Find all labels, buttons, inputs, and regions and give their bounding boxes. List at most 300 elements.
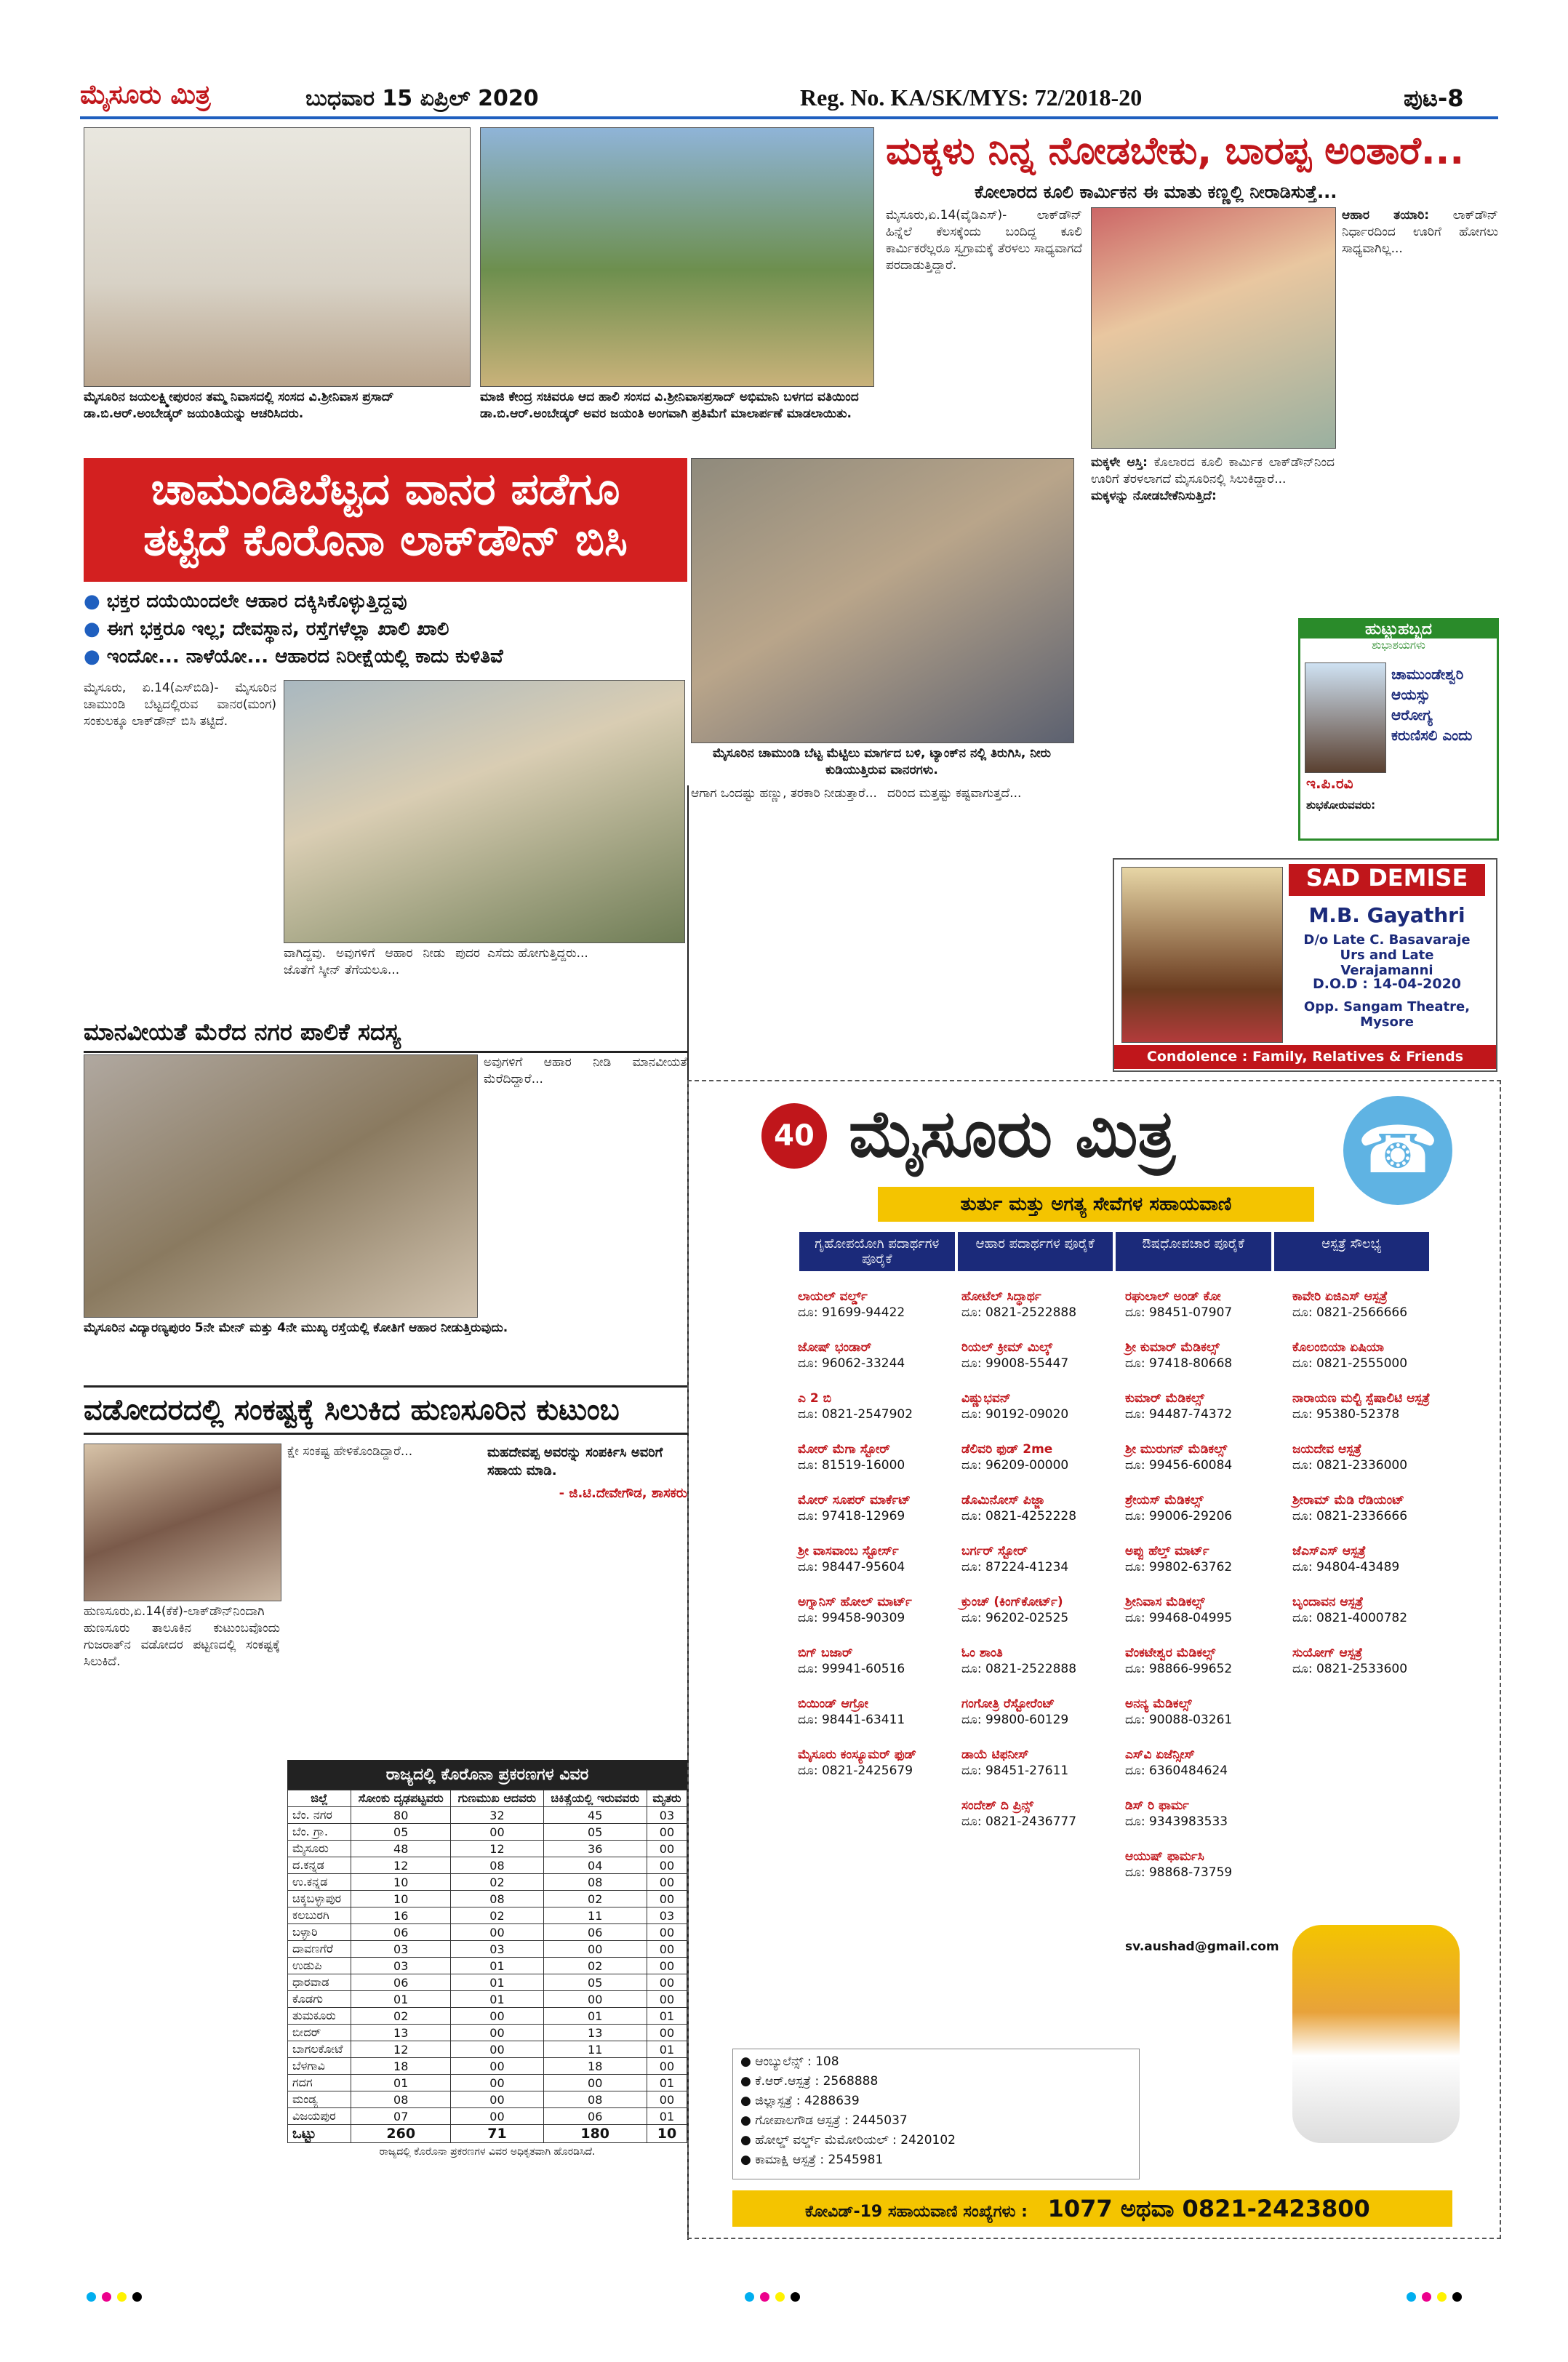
directory-entry-name: ಎ 2 ಬಿ <box>798 1391 832 1406</box>
directory-entry-name: ಸಂದೇಶ್ ದಿ ಪ್ರಿನ್ಸ್ <box>961 1798 1033 1813</box>
directory-entry-phone: ದೂ: 99008-55447 <box>961 1356 1069 1371</box>
directory-entry-name: ಓಂ ಶಾಂತಿ <box>961 1646 1003 1660</box>
directory-column-1 <box>798 1289 954 1798</box>
emergency-item: ● ಆಂಬ್ಯುಲೆನ್ಸ್ : 108 <box>740 2054 839 2069</box>
stats-cell: 01 <box>451 1958 543 1974</box>
phone-icon: ☎ <box>1343 1096 1452 1205</box>
cartoon-mascot <box>1292 1925 1460 2143</box>
directory-entry-name: ಕಾವೇರಿ ಏಜಿಎಸ್ ಆಸ್ಪತ್ರೆ <box>1292 1289 1388 1304</box>
directory-entry-phone: ದೂ: 0821-2522888 <box>961 1662 1077 1676</box>
directory-entry <box>1125 1289 1281 1321</box>
directory-entry-phone: ದೂ: 90192-09020 <box>961 1407 1069 1422</box>
story3-headline: ಮಾನವೀಯತೆ ಮೆರೆದ ನಗರ ಪಾಲಿಕೆ ಸದಸ್ಯ <box>84 1018 687 1053</box>
stats-cell: 05 <box>351 1824 451 1841</box>
stats-row <box>288 1857 687 1874</box>
story2-bullets <box>84 588 687 670</box>
stats-cell: 01 <box>647 2041 687 2058</box>
stats-cell: 00 <box>647 1857 687 1874</box>
directory-entry <box>961 1747 1118 1779</box>
directory-entry-name: ಬರ್ಗರ್ ಸ್ಟೋರ್ <box>961 1544 1028 1558</box>
story3-caption: ಮೈಸೂರಿನ ವಿದ್ಯಾರಣ್ಯಪುರಂ 5ನೇ ಮೇನ್ ಮತ್ತು 4ನೇ ಮುಖ್ಯ ರಸ್ತೆಯಲ್ಲಿ ಕೋತಿಗೆ ಆಹಾರ ನೀಡುತ್ತಿರುವುದು. <box>84 1321 508 1335</box>
directory-entry-phone: ದೂ: 98447-95604 <box>798 1560 905 1574</box>
stats-cell: 12 <box>351 2041 451 2058</box>
directory-entry-name: ಅನನ್ಯ ಮೆಡಿಕಲ್ಸ್ <box>1125 1697 1192 1711</box>
stats-cell: 00 <box>451 1824 543 1841</box>
stats-cell: ಉಡುಪಿ <box>288 1958 351 1974</box>
directory-entry-name: ಜೆಎಸ್‌ಎಸ್ ಆಸ್ಪತ್ರೆ <box>1292 1544 1366 1558</box>
directory-entry <box>1125 1849 1281 1881</box>
directory-entry-phone: ದೂ: 97418-80668 <box>1125 1356 1233 1371</box>
stats-cell: 00 <box>451 2008 543 2025</box>
masthead <box>0 0 1568 116</box>
registration-number: Reg. No. KA/SK/MYS: 72/2018-20 <box>800 84 1143 111</box>
stats-cell: 260 <box>351 2125 451 2143</box>
stats-row <box>288 1891 687 1907</box>
issue-date: ಬುಧವಾರ 15 ಏಪ್ರಿಲ್ 2020 <box>305 86 539 111</box>
directory-entry <box>798 1747 954 1779</box>
stats-cell: 07 <box>351 2108 451 2125</box>
story4-col2: ಕ್ಷೇ ಸಂಕಷ್ಟ ಹೇಳಿಕೊಂಡಿದ್ದಾರೆ... <box>287 1444 413 1459</box>
directory-entry-name: ಮೋರ್ ಸೂಪರ್ ಮಾರ್ಕೆಟ್ <box>798 1493 911 1508</box>
stats-row <box>288 1807 687 1824</box>
stats-cell: 18 <box>543 2058 647 2075</box>
directory-entry-phone: ದೂ: 98441-63411 <box>798 1713 905 1727</box>
directory-entry <box>1125 1543 1281 1575</box>
directory-entry-phone: ದೂ: 99468-04995 <box>1125 1611 1233 1625</box>
stats-cell: ಕಲಬುರಗಿ <box>288 1907 351 1924</box>
directory-entry-name: ಮೋರ್ ಮೆಗಾ ಸ್ಟೋರ್ <box>798 1442 890 1457</box>
story2-headline <box>84 458 687 582</box>
story2-bullet: ● ಭಕ್ತರ ದಯೆಯಿಂದಲೇ ಆಹಾರ ದಕ್ಕಿಸಿಕೊಳ್ಳುತ್ತಿದ್ದವು <box>84 590 407 612</box>
stats-cell: 03 <box>647 1807 687 1824</box>
stats-cell: 01 <box>647 2075 687 2091</box>
directory-entry-name: ಶ್ರೀ ಕುಮಾರ್ ಮೆಡಿಕಲ್ಸ್ <box>1125 1340 1220 1355</box>
directory-entry <box>1125 1747 1281 1779</box>
directory-entry <box>1292 1390 1449 1422</box>
stats-cell: ದಾವಣಗೆರೆ <box>288 1941 351 1958</box>
directory-entry-phone: ದೂ: 96209-00000 <box>961 1458 1069 1473</box>
story1-subhead2: ಮಕ್ಕಳೇ ಆಸ್ತಿ: <box>1091 455 1148 470</box>
print-registration-dots <box>84 2291 145 2305</box>
stats-cell: 05 <box>543 1974 647 1991</box>
helpline-numbers: 1077 ಅಥವಾ 0821-2423800 <box>1047 2195 1370 2222</box>
photo-monkey-fruits <box>84 1054 478 1318</box>
story2-caption: ಮೈಸೂರಿನ ಚಾಮುಂಡಿ ಬೆಟ್ಟ ಮೆಟ್ಟಿಲು ಮಾರ್ಗದ ಬಳಿ, ಟ್ಯಾಂಕ್‌ನ ನಲ್ಲಿ ತಿರುಗಿಸಿ, ನೀರು ಕುಡಿಯುತ್ತಿರುವ ವಾನರಗಳು. <box>712 746 1052 777</box>
directory-entry-phone: ದೂ: 99802-63762 <box>1125 1560 1233 1574</box>
photo-monkeys-temple <box>284 680 685 943</box>
stats-cell: 03 <box>351 1958 451 1974</box>
directory-entry-phone: ದೂ: 99006-29206 <box>1125 1509 1233 1524</box>
story3-body: ಅವುಗಳಿಗೆ ಆಹಾರ ನೀಡಿ ಮಾನವೀಯತೆ ಮೆರೆದಿದ್ದಾರೆ... <box>484 1055 687 1086</box>
directory-entry-phone: ದೂ: 0821-2533600 <box>1292 1662 1408 1676</box>
stats-row <box>288 2058 687 2075</box>
stats-row <box>288 2008 687 2025</box>
directory-entry-name: ರಿಯಲ್ ಕ್ರೀಮ್ ಮಿಲ್ಕ್ <box>961 1340 1053 1355</box>
directory-entry <box>798 1390 954 1422</box>
directory-entry-name: ಶ್ರೀನಿವಾಸ ಮೆಡಿಕಲ್ಸ್ <box>1125 1595 1205 1609</box>
col-head: ಔಷಧೋಪಚಾರ ಪೂರೈಕೆ <box>1114 1230 1273 1273</box>
stats-row <box>288 1941 687 1958</box>
stats-cell: 45 <box>543 1807 647 1824</box>
stats-row <box>288 2075 687 2091</box>
directory-entry <box>798 1441 954 1473</box>
stats-cell: 00 <box>647 1891 687 1907</box>
directory-entry <box>1292 1594 1449 1626</box>
stats-cell: 10 <box>351 1874 451 1891</box>
stats-cell: ಧಾರವಾಡ <box>288 1974 351 1991</box>
story1-headline: ಮಕ್ಕಳು ನಿನ್ನ ನೋಡಬೇಕು, ಬಾರಪ್ಪ ಅಂತಾರೆ... <box>886 129 1465 173</box>
directory-entry-phone: ದೂ: 99800-60129 <box>961 1713 1069 1727</box>
sad-demise-title: SAD DEMISE <box>1289 864 1485 896</box>
birthday-sub: ಶುಭಾಶಯಗಳು <box>1372 638 1425 652</box>
story1-col2: ಮಕ್ಕಳೇ ಆಸ್ತಿ: ಕೊಲಾರದ ಕೂಲಿ ಕಾರ್ಮಿಕ ಲಾಕ್‌ಡೌನ್‌ನಿಂದ ಊರಿಗೆ ತೆರಳಲಾಗದೆ ಮೈಸೂರಿನಲ್ಲಿ ಸಿಲುಕಿದ್ದಾರೆ... ಮಕ್ಕಳನ್ನು ನೋಡಬೇಕೆನಿಸುತ್ತಿದೆ: <box>1091 455 1335 503</box>
stats-header-cell: ಚಿಕಿತ್ಸೆಯಲ್ಲಿ ಇರುವವರು <box>543 1790 647 1807</box>
directory-entry <box>961 1390 1118 1422</box>
directory-entry-name: ಡಿಸ್ ರಿ ಫಾರ್ಮ <box>1125 1798 1189 1813</box>
birthday-lines <box>1391 664 1493 745</box>
directory-entry-name: ಶ್ರೀ ವಾಸವಾಂಬ ಸ್ಟೋರ್ಸ್ <box>798 1544 899 1558</box>
stats-cell: 180 <box>543 2125 647 2143</box>
directory-entry <box>798 1645 954 1677</box>
directory-entry <box>961 1696 1118 1728</box>
stats-cell: 12 <box>451 1841 543 1857</box>
directory-column-2 <box>961 1289 1118 1849</box>
directory-entry-name: ಶ್ರೀರಾಮ್ ಮೆಡಿ ರೆಡಿಯಂಟ್ <box>1292 1493 1404 1508</box>
directory-column-4 <box>1292 1289 1449 1696</box>
directory-entry-name: ಹೋಟೆಲ್ ಸಿದ್ಧಾರ್ಥ <box>961 1289 1041 1304</box>
directory-entry-name: ಡೊಮಿನೋಸ್ ಪಿಜ್ಜಾ <box>961 1493 1045 1508</box>
directory-entry-name: ನಾರಾಯಣ ಮಲ್ಟಿ ಸ್ಪೆಷಾಲಿಟಿ ಆಸ್ಪತ್ರೆ <box>1292 1391 1431 1406</box>
stats-row <box>288 1958 687 1974</box>
directory-entry <box>1292 1289 1449 1321</box>
caption-left: ಮೈಸೂರಿನ ಜಯಲಕ್ಷ್ಮೀಪುರಂನ ತಮ್ಮ ನಿವಾಸದಲ್ಲಿ ಸಂಸದ ವಿ.ಶ್ರೀನಿವಾಸ ಪ್ರಸಾದ್ ಡಾ.ಬಿ.ಆರ್.ಅಂಬೇಡ್ಕರ್ ಜಯಂತಿಯನ್ನು ಆಚರಿಸಿದರು. <box>84 390 394 421</box>
stats-row <box>288 1924 687 1941</box>
directory-entry <box>1292 1645 1449 1677</box>
birthday-line: ಚಾಮುಂಡೇಶ್ವರಿ <box>1391 665 1464 683</box>
directory-entry <box>798 1492 954 1524</box>
directory-banner: ತುರ್ತು ಮತ್ತು ಅಗತ್ಯ ಸೇವೆಗಳ ಸಹಾಯವಾಣಿ <box>878 1187 1314 1222</box>
directory-entry-name: ಶ್ರೀ ಮುರುಗನ್ ಮೆಡಿಕಲ್ಸ್ <box>1125 1442 1228 1457</box>
stats-row <box>288 1841 687 1857</box>
stats-cell: 00 <box>647 1941 687 1958</box>
stats-cell: 00 <box>647 2058 687 2075</box>
stats-cell: ಕೊಡಗು <box>288 1991 351 2008</box>
emergency-item: ● ಹೋಲ್ಡ್ ವರ್ಲ್ಡ್ ಮೆಮೋರಿಯಲ್ : 2420102 <box>740 2133 956 2147</box>
stats-header-cell: ಸೋಂಕು ದೃಢಪಟ್ಟವರು <box>351 1790 451 1807</box>
story2-headline-line2: ತಟ್ಟಿದೆ ಕೊರೊನಾ ಲಾಕ್‌ಡೌನ್ ಬಿಸಿ <box>143 515 628 566</box>
stats-cell: 00 <box>647 1991 687 2008</box>
stats-row <box>288 1824 687 1841</box>
stats-cell: ಉ.ಕನ್ನಡ <box>288 1874 351 1891</box>
directory-entry-name: ಜಯದೇವ ಆಸ್ಪತ್ರೆ <box>1292 1442 1361 1457</box>
story4-headline: ವಡೋದರದಲ್ಲಿ ಸಂಕಷ್ಟಕ್ಕೆ ಸಿಲುಕಿದ ಹುಣಸೂರಿನ ಕುಟುಂಬ <box>84 1385 687 1435</box>
directory-entry-phone: ದೂ: 0821-2336000 <box>1292 1458 1408 1473</box>
story2-col5: ದರಿಂದ ಮತ್ತಷ್ಟು ಕಷ್ಟವಾಗುತ್ತದೆ... <box>887 786 1022 801</box>
birthday-line: ಆಯಸ್ಸು <box>1391 686 1431 703</box>
directory-entry-name: ರಘುಲಾಲ್ ಅಂಡ್ ಕೋ <box>1125 1289 1221 1304</box>
story2-bullet: ● ಇಂದೋ... ನಾಳೆಯೋ... ಆಹಾರದ ನಿರೀಕ್ಷೆಯಲ್ಲಿ ಕಾದು ಕುಳಿತಿವೆ <box>84 646 503 668</box>
stats-cell: 01 <box>451 1974 543 1991</box>
stats-cell: 00 <box>451 2108 543 2125</box>
story2-bullet: ● ಈಗ ಭಕ್ತರೂ ಇಲ್ಲ; ದೇವಸ್ಥಾನ, ರಸ್ತೆಗಳೆಲ್ಲಾ ಖಾಲಿ ಖಾಲಿ <box>84 618 449 640</box>
stats-cell: 18 <box>351 2058 451 2075</box>
stats-cell: 36 <box>543 1841 647 1857</box>
directory-entry-phone: ದೂ: 95380-52378 <box>1292 1407 1400 1422</box>
directory-entry <box>1292 1441 1449 1473</box>
directory-entry <box>1125 1390 1281 1422</box>
directory-entry <box>1125 1798 1281 1830</box>
directory-entry-name: ಕೊಲಂಬಿಯಾ ಏಷಿಯಾ <box>1292 1340 1385 1355</box>
story2-col4: ಆಗಾಗ ಒಂದಷ್ಟು ಹಣ್ಣು, ತರಕಾರಿ ನೀಡುತ್ತಾರೆ... <box>691 786 877 801</box>
sad-demise-addr: Opp. Sangam Theatre, Mysore <box>1303 999 1471 1030</box>
directory-entry <box>798 1340 954 1372</box>
directory-entry-name: ಡೆಲಿವರಿ ಫುಡ್ 2me <box>961 1442 1053 1457</box>
stats-cell: 00 <box>647 1874 687 1891</box>
directory-column-3 <box>1125 1289 1281 1899</box>
directory-entry <box>961 1492 1118 1524</box>
stats-row <box>288 2091 687 2108</box>
directory-entry <box>798 1594 954 1626</box>
directory-entry-phone: ದೂ: 0821-2436777 <box>961 1814 1077 1829</box>
stats-cell: 03 <box>647 1907 687 1924</box>
stats-cell: 02 <box>543 1958 647 1974</box>
directory-entry <box>798 1696 954 1728</box>
stats-cell: 06 <box>543 1924 647 1941</box>
covid-stats-title: ರಾಜ್ಯದಲ್ಲಿ ಕೊರೊನಾ ಪ್ರಕರಣಗಳ ವಿವರ <box>287 1760 687 1790</box>
directory-badge: 40 <box>761 1103 827 1169</box>
stats-cell: ಮೈಸೂರು <box>288 1841 351 1857</box>
stats-cell: 11 <box>543 2041 647 2058</box>
directory-entry-phone: ದೂ: 0821-4252228 <box>961 1509 1077 1524</box>
birthday-top: ಹುಟ್ಟುಹಬ್ಬದ <box>1300 620 1497 638</box>
stats-cell: 00 <box>647 2091 687 2108</box>
photo-family <box>84 1444 281 1601</box>
stats-cell: 01 <box>351 2075 451 2091</box>
stats-cell: 08 <box>451 1891 543 1907</box>
stats-cell: 08 <box>543 2091 647 2108</box>
directory-entry-phone: ದೂ: 0821-4000782 <box>1292 1611 1408 1625</box>
directory-entry-name: ಆಯುಷ್ ಫಾರ್ಮಸಿ <box>1125 1849 1204 1864</box>
col-head: ಗೃಹೋಪಯೋಗಿ ಪದಾರ್ಥಗಳ ಪೂರೈಕೆ <box>798 1230 956 1273</box>
directory-entry-phone: ದೂ: 0821-2566666 <box>1292 1305 1408 1320</box>
stats-cell: 00 <box>451 2025 543 2041</box>
directory-entry-phone: ದೂ: 94487-74372 <box>1125 1407 1233 1422</box>
masthead-rule <box>80 116 1498 119</box>
stats-cell: 00 <box>647 1974 687 1991</box>
birthday-line: ಕರುಣಿಸಲಿ ಎಂದು <box>1391 726 1473 744</box>
stats-header-cell: ಮೃತರು <box>647 1790 687 1807</box>
birthday-ad <box>1298 618 1499 841</box>
emergency-list <box>732 2049 1140 2179</box>
stats-total-row <box>288 2125 687 2143</box>
stats-row <box>288 1991 687 2008</box>
emergency-item: ● ಗೋಪಾಲಗೌಡ ಆಸ್ಪತ್ರೆ : 2445037 <box>740 2113 908 2128</box>
story4-quote-by: - ಜಿ.ಟಿ.ದೇವೇಗೌಡ, ಶಾಸಕರು <box>559 1486 687 1501</box>
directory-email: sv.aushad@gmail.com <box>1125 1939 1279 1954</box>
directory-entry <box>961 1289 1118 1321</box>
stats-cell: ಗದಗ <box>288 2075 351 2091</box>
directory-entry <box>961 1340 1118 1372</box>
stats-cell: 06 <box>543 2108 647 2125</box>
directory-entry-name: ಅಪ್ಪು ಹೆಲ್ತ್ ಮಾರ್ಟ್ <box>1125 1544 1209 1558</box>
stats-row <box>288 2025 687 2041</box>
directory-entry-phone: ದೂ: 94804-43489 <box>1292 1560 1400 1574</box>
directory-entry-name: ಜೋಷ್ ಭಂಡಾರ್ <box>798 1340 872 1355</box>
emergency-item: ● ಕಾಮಾಕ್ಷಿ ಆಸ್ಪತ್ರೆ : 2545981 <box>740 2153 884 2167</box>
directory-entry-phone: ದೂ: 0821-2425679 <box>798 1764 913 1778</box>
directory-entry-phone: ದೂ: 81519-16000 <box>798 1458 905 1473</box>
stats-cell: 01 <box>451 1991 543 2008</box>
directory-entry <box>961 1441 1118 1473</box>
sad-demise-dod: D.O.D : 14-04-2020 <box>1312 976 1462 992</box>
stats-cell: 00 <box>543 2075 647 2091</box>
directory-entry-phone: ದೂ: 97418-12969 <box>798 1509 905 1524</box>
stats-cell: 08 <box>543 1874 647 1891</box>
stats-cell: 00 <box>647 1824 687 1841</box>
directory-entry-phone: ದೂ: 0821-2336666 <box>1292 1509 1408 1524</box>
stats-cell: 32 <box>451 1807 543 1824</box>
stats-cell: ಬೆಳಗಾವಿ <box>288 2058 351 2075</box>
directory-entry-name: ಮೈಸೂರು ಕಂಸ್ಯೂಮರ್ ಫುಡ್ <box>798 1748 916 1762</box>
stats-cell: 00 <box>647 1958 687 1974</box>
directory-entry <box>798 1289 954 1321</box>
directory-entry <box>961 1645 1118 1677</box>
stats-cell: 01 <box>351 1991 451 2008</box>
sad-demise-condolence: Condolence : Family, Relatives & Friends <box>1114 1045 1496 1069</box>
photo-monkey-drinking <box>691 458 1074 743</box>
directory-entry <box>961 1543 1118 1575</box>
directory-entry <box>1125 1696 1281 1728</box>
stats-cell: 03 <box>451 1941 543 1958</box>
stats-header-cell: ಜಿಲ್ಲೆ <box>288 1790 351 1807</box>
stats-cell: 00 <box>451 2075 543 2091</box>
story2-col2: ವಾಗಿದ್ದವು. ಅವುಗಳಿಗೆ ಆಹಾರ ನೀಡು ಪುದರ ಜೊತೆಗೆ ಸ್ಕೀನ್ ತೆಗೆಯಲೂ... <box>284 946 480 977</box>
stats-cell: 48 <box>351 1841 451 1857</box>
stats-cell: ದ.ಕನ್ನಡ <box>288 1857 351 1874</box>
stats-cell: 00 <box>543 1941 647 1958</box>
stats-row <box>288 1974 687 1991</box>
directory-entry-phone: ದೂ: 98451-07907 <box>1125 1305 1233 1320</box>
directory-logo: ಮೈಸೂರು ಮಿತ್ರ <box>849 1096 1175 1172</box>
directory-entry-phone: ದೂ: 98451-27611 <box>961 1764 1069 1778</box>
directory-entry-phone: ದೂ: 98868-73759 <box>1125 1865 1233 1880</box>
stats-cell: ಬೆಂ. ಗ್ರಾ. <box>288 1824 351 1841</box>
stats-cell: 80 <box>351 1807 451 1824</box>
directory-entry <box>1125 1645 1281 1677</box>
stats-cell: 00 <box>647 2025 687 2041</box>
directory-entry <box>961 1798 1118 1830</box>
directory-entry-phone: ದೂ: 91699-94422 <box>798 1305 905 1320</box>
stats-cell: 13 <box>543 2025 647 2041</box>
directory-entry-phone: ದೂ: 9343983533 <box>1125 1814 1228 1829</box>
photo-labourer <box>1091 207 1336 449</box>
stats-cell: 02 <box>451 1907 543 1924</box>
stats-cell: 00 <box>451 2058 543 2075</box>
directory-entry <box>1292 1543 1449 1575</box>
directory-entry-name: ಬಿಯಿಂಡ್ ಆಗ್ರೋ <box>798 1697 869 1711</box>
directory-entry <box>1292 1492 1449 1524</box>
stats-cell: ತುಮಕೂರು <box>288 2008 351 2025</box>
story1-col3: ಆಹಾರ ತಯಾರಿ: ಲಾಕ್‌ಡೌನ್ ನಿರ್ಧಾರದಿಂದ ಊರಿಗೆ ಹೋಗಲು ಸಾಧ್ಯವಾಗಿಲ್ಲ... <box>1342 208 1498 256</box>
sad-demise-rel: D/o Late C. Basavaraje Urs and Late Verajamanni <box>1303 932 1471 978</box>
stats-cell: 06 <box>351 1974 451 1991</box>
directory-entry <box>961 1594 1118 1626</box>
directory-entry-name: ಬೃಂದಾವನ ಆಸ್ಪತ್ರೆ <box>1292 1595 1364 1609</box>
stats-cell: 08 <box>351 2091 451 2108</box>
masthead-logo: ಮೈಸೂರು ಮಿತ್ರ <box>80 80 211 110</box>
directory-entry <box>1292 1340 1449 1372</box>
print-registration-dots <box>742 2291 803 2305</box>
stats-cell: 05 <box>543 1824 647 1841</box>
photo-ambedkar-portrait <box>84 127 471 387</box>
story4-lead: ಹುಣಸೂರು,ಏ.14(ಕೆಕೆ)-ಲಾಕ್‌ಡೌನ್‌ನಿಂದಾಗಿ ಹುಣಸೂರು ತಾಲೂಕಿನ ಕುಟುಂಬವೊಂದು ಗುಜರಾತ್‌ನ ವಡೋದರ ಪಟ್ಟಣದಲ್ಲಿ ಸಂಕಷ್ಟಕ್ಕೆ ಸಿಲುಕಿದೆ. <box>84 1604 280 1669</box>
directory-entry-phone: ದೂ: 96062-33244 <box>798 1356 905 1371</box>
birthday-line: ಆರೋಗ್ಯ <box>1391 706 1433 724</box>
directory-entry-name: ಕುಮಾರ್ ಮೆಡಿಕಲ್ಸ್ <box>1125 1391 1205 1406</box>
stats-cell: 01 <box>647 2008 687 2025</box>
directory-entry-name: ಕ್ರುಂಚ್ (ಕಿಂಗ್‌ಕೋರ್ಟ್) <box>961 1595 1063 1609</box>
directory-ad <box>687 1080 1501 2239</box>
stats-cell: 04 <box>543 1857 647 1874</box>
stats-cell: 00 <box>647 1841 687 1857</box>
covid-stats <box>287 1760 687 2158</box>
directory-entry-name: ಬಿಗ್ ಬಜಾರ್ <box>798 1646 853 1660</box>
stats-cell: 01 <box>543 2008 647 2025</box>
stats-cell: 11 <box>543 1907 647 1924</box>
directory-entry-name: ಸುಯೋಗ್ ಆಸ್ಪತ್ರೆ <box>1292 1646 1363 1660</box>
story1-subhead: ಕೋಲಾರದ ಕೂಲಿ ಕಾರ್ಮಿಕನ ಈ ಮಾತು ಕಣ್ಣಲ್ಲಿ ನೀರಾಡಿಸುತ್ತೆ... <box>975 182 1337 202</box>
stats-cell: ಬೀದರ್ <box>288 2025 351 2041</box>
stats-header-cell: ಗುಣಮುಖ ಆದವರು <box>451 1790 543 1807</box>
directory-entry <box>1125 1340 1281 1372</box>
directory-entry <box>1125 1441 1281 1473</box>
directory-entry-name: ಲಾಯಲ್ ವರ್ಲ್ಡ್ <box>798 1289 868 1304</box>
helpline-bar <box>732 2190 1452 2227</box>
helpline-label: ಕೋವಿಡ್-19 ಸಹಾಯವಾಣಿ ಸಂಖ್ಯೆಗಳು : <box>805 2203 1028 2221</box>
stats-row <box>288 1874 687 1891</box>
photo-statue-garland <box>480 127 874 387</box>
directory-entry-name: ಗಂಗೋತ್ರಿ ರೆಸ್ಟೋರೆಂಟ್ <box>961 1697 1055 1711</box>
stats-cell: ಬಳ್ಳಾರಿ <box>288 1924 351 1941</box>
directory-entry-phone: ದೂ: 99456-60084 <box>1125 1458 1233 1473</box>
stats-cell: 02 <box>351 2008 451 2025</box>
stats-cell: ಬಾಗಲಕೋಟೆ <box>288 2041 351 2058</box>
sad-demise-name: M.B. Gayathri <box>1308 903 1465 927</box>
emergency-item: ● ಕೆ.ಆರ್.ಆಸ್ಪತ್ರೆ : 2568888 <box>740 2074 879 2089</box>
story1-subhead3: ಮಕ್ಕಳನ್ನು ನೋಡಬೇಕೆನಿಸುತ್ತಿದೆ: <box>1091 489 1217 503</box>
directory-entry-name: ಅಗ್ನಾನಿಸ್ ಹೋಲ್ ಮಾರ್ಟ್ <box>798 1595 912 1609</box>
directory-entry-phone: ದೂ: 96202-02525 <box>961 1611 1069 1625</box>
stats-cell: 16 <box>351 1907 451 1924</box>
stats-cell: 06 <box>351 1924 451 1941</box>
stats-cell: 01 <box>647 2108 687 2125</box>
stats-cell: 00 <box>543 1991 647 2008</box>
stats-row <box>288 2041 687 2058</box>
directory-entry-phone: ದೂ: 0821-2522888 <box>961 1305 1077 1320</box>
sad-demise-ad <box>1113 858 1497 1072</box>
stats-cell: ಚಿಕ್ಕಬಳ್ಳಾಪುರ <box>288 1891 351 1907</box>
stats-cell: 00 <box>647 1924 687 1941</box>
birthday-footer: ಶುಭಕೋರುವವರು: <box>1306 798 1376 812</box>
stats-cell: 13 <box>351 2025 451 2041</box>
stats-cell: 00 <box>451 2091 543 2108</box>
stats-row <box>288 1907 687 1924</box>
directory-entry <box>1125 1492 1281 1524</box>
covid-stats-footer: ರಾಜ್ಯದಲ್ಲಿ ಕೊರೊನಾ ಪ್ರಕರಣಗಳ ವಿವರ ಅಧಿಕೃತವಾಗಿ ಹೊರಡಿಸಿದೆ. <box>379 2146 596 2158</box>
stats-cell: ಮಂಡ್ಯ <box>288 2091 351 2108</box>
story2-lead: ಮೈಸೂರು, ಏ.14(ಎಸ್‌ಬಿಡಿ)- ಮೈಸೂರಿನ ಚಾಮುಂಡಿ ಬೆಟ್ಟದಲ್ಲಿರುವ ವಾನರ(ಮಂಗ) ಸಂಕುಲಕ್ಕೂ ಲಾಕ್‌ಡೌನ್ ಬಿಸಿ ತಟ್ಟಿದೆ. <box>84 681 276 729</box>
directory-entry-name: ವೆಂಕಟೇಶ್ವರ ಮೆಡಿಕಲ್ಸ್ <box>1125 1646 1216 1660</box>
